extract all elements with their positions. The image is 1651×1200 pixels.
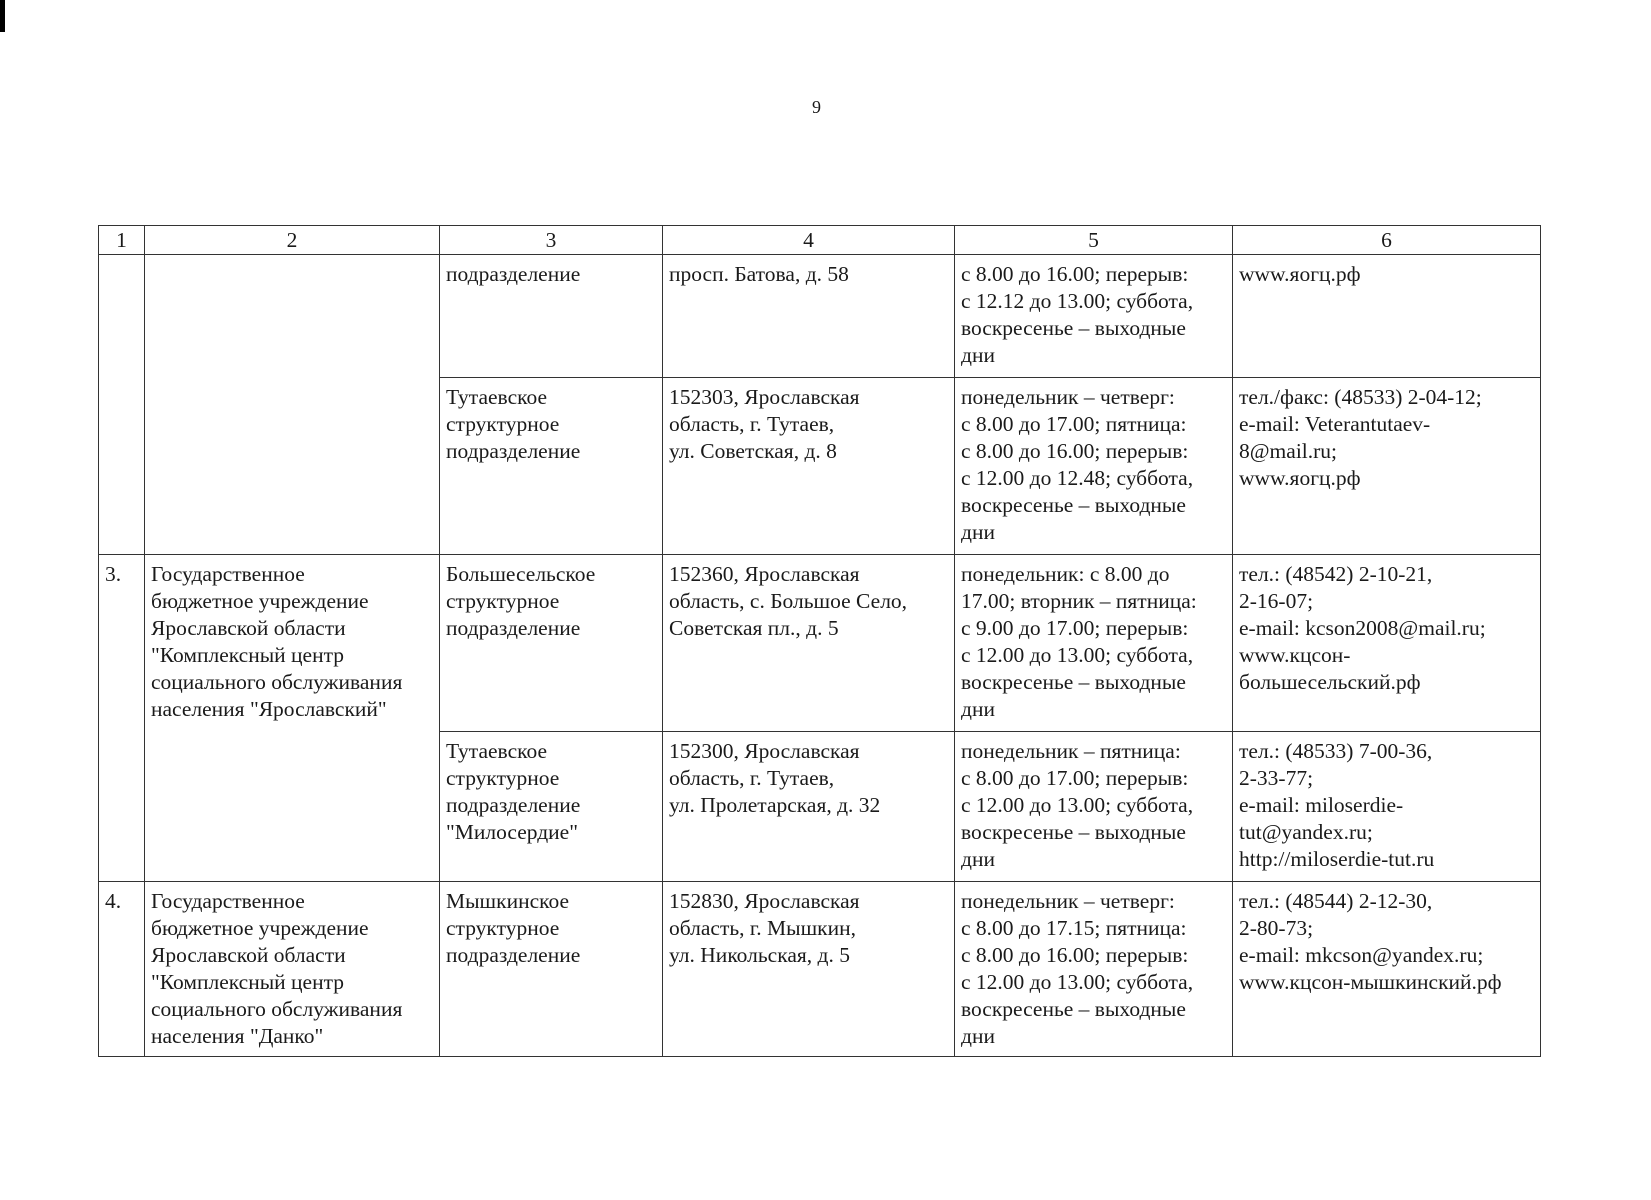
hours-cell: понедельник: с 8.00 до 17.00; вторник – пятница: с 9.00 до 17.00; перерыв: с 12.00 до 13.00; суббота, воскресенье – выходные дни	[955, 555, 1233, 732]
header-row	[99, 226, 1541, 255]
page-number: 9	[812, 97, 821, 117]
hours-cell: понедельник – четверг: с 8.00 до 17.15; пятница: с 8.00 до 16.00; перерыв: с 12.00 до 13.00; суббота, воскресенье – выходные дни	[955, 882, 1233, 1057]
row-number-cell: 3.	[99, 555, 145, 882]
contacts-cell: www.яогц.рф	[1233, 255, 1541, 378]
scan-edge-mark	[0, 0, 5, 32]
contacts-cell: тел.: (48542) 2-10-21, 2-16-07; e-mail: kcson2008@mail.ru; www.кцсон- большесельский.рф	[1233, 555, 1541, 732]
address-cell: 152300, Ярославская область, г. Тутаев, ул. Пролетарская, д. 32	[663, 732, 955, 882]
unit-cell: Мышкинское структурное подразделение	[440, 882, 663, 1057]
column-header: 5	[955, 226, 1233, 255]
table-row	[99, 882, 1541, 1057]
column-header: 4	[663, 226, 955, 255]
column-header: 6	[1233, 226, 1541, 255]
column-header: 2	[145, 226, 440, 255]
unit-cell: подразделение	[440, 255, 663, 378]
row-number-cell	[99, 255, 145, 555]
unit-cell: Большесельское структурное подразделение	[440, 555, 663, 732]
unit-cell: Тутаевское структурное подразделение	[440, 378, 663, 555]
services-table	[98, 225, 1541, 1057]
organization-cell: Государственное бюджетное учреждение Ярославской области "Комплексный центр социального обслуживания населения "Данко"	[145, 882, 440, 1057]
organization-cell: Государственное бюджетное учреждение Ярославской области "Комплексный центр социального обслуживания населения "Ярославский"	[145, 555, 440, 882]
address-cell: 152830, Ярославская область, г. Мышкин, ул. Никольская, д. 5	[663, 882, 955, 1057]
unit-cell: Тутаевское структурное подразделение "Милосердие"	[440, 732, 663, 882]
address-cell: просп. Батова, д. 58	[663, 255, 955, 378]
contacts-cell: тел.: (48533) 7-00-36, 2-33-77; e-mail: miloserdie- tut@yandex.ru; http://miloserdie-tut.ru	[1233, 732, 1541, 882]
hours-cell: с 8.00 до 16.00; перерыв: с 12.12 до 13.00; суббота, воскресенье – выходные дни	[955, 255, 1233, 378]
hours-cell: понедельник – пятница: с 8.00 до 17.00; перерыв: с 12.00 до 13.00; суббота, воскресенье – выходные дни	[955, 732, 1233, 882]
column-header: 3	[440, 226, 663, 255]
hours-cell: понедельник – четверг: с 8.00 до 17.00; пятница: с 8.00 до 16.00; перерыв: с 12.00 до 12.48; суббота, воскресенье – выходные дни	[955, 378, 1233, 555]
contacts-cell: тел./факс: (48533) 2-04-12; e-mail: Veterantutaev- 8@mail.ru; www.яогц.рф	[1233, 378, 1541, 555]
organization-cell	[145, 255, 440, 555]
row-number-cell: 4.	[99, 882, 145, 1057]
contacts-cell: тел.: (48544) 2-12-30, 2-80-73; e-mail: mkcson@yandex.ru; www.кцсон-мышкинский.рф	[1233, 882, 1541, 1057]
column-header: 1	[99, 226, 145, 255]
table-row	[99, 555, 1541, 732]
address-cell: 152303, Ярославская область, г. Тутаев, ул. Советская, д. 8	[663, 378, 955, 555]
table-row	[99, 255, 1541, 378]
address-cell: 152360, Ярославская область, с. Большое Село, Советская пл., д. 5	[663, 555, 955, 732]
